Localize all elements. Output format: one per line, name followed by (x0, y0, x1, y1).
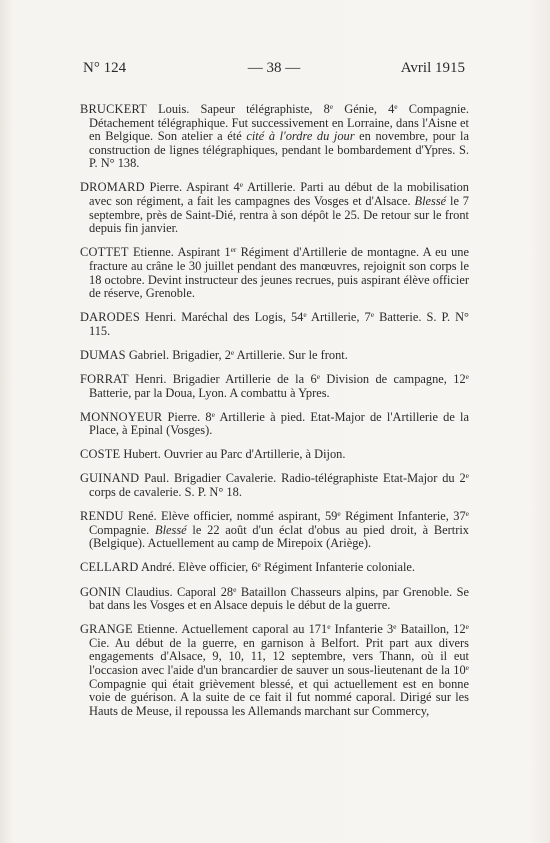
entry-dumas (80, 349, 469, 363)
entry-text: Henri. Maréchal des Logis, 54e Artillerie, 7e Batterie. S. P. N° 115. (89, 310, 469, 338)
entry-text: Etienne. Actuellement caporal au 171e Infanterie 3e Bataillon, 12e Cie. Au début de la guerre, en garnison à Belfort. Prit part aux divers engagements d'Alsace, 9, 10, 11, 12 septembre, vers Thann, où il eut l'occasion avec l'aide d'un brancardier de sauver un sous-lieutenant de la 10e Compagnie qui était grièvement blessé, et qui actuellement est en bonne voie de guérison. A la suite de ce fait il fut nommé caporal. Dirigé sur les Hauts de Meuse, il repoussa les Allemands marchant sur Commercy, (89, 622, 470, 718)
entry-dromard (80, 181, 469, 235)
entry-surname: DUMAS (80, 347, 126, 362)
entry-surname: COTTET (80, 245, 129, 260)
entry-surname: RENDU (80, 509, 124, 524)
entry-text: Louis. Sapeur télégraphiste, 8e Génie, 4e Compagnie. Détachement télégraphique. Fut successivement en Lorraine, dans l'Aisne et en Belgique. Son atelier a été cité à l'ordre du jour en novembre, pour la construction de lignes télégraphiques, pendant le bombardement d'Ypres. S. P. N° 138. (89, 102, 469, 171)
entry-text: Henri. Brigadier Artillerie de la 6e Division de campagne, 12e Batterie, par la Doua, Lyon. A combattu à Ypres. (89, 372, 469, 400)
entry-monnoyeur (80, 411, 469, 438)
page-number: — 38 — (247, 60, 301, 76)
entries-list (80, 103, 469, 729)
entry-surname: DROMARD (80, 180, 145, 195)
issue-number: N° 124 (83, 60, 127, 76)
issue-date: Avril 1915 (400, 60, 465, 76)
entry-cottet (80, 246, 469, 300)
entry-text: Pierre. Aspirant 4e Artillerie. Parti au début de la mobilisation avec son régiment, a fait les campagnes des Vosges et d'Alsace. Blessé le 7 septembre, près de Saint-Dié, rentra à son dépôt le 25. De retour sur le front depuis fin janvier. (89, 180, 469, 236)
entry-surname: MONNOYEUR (80, 409, 163, 424)
entry-surname: BRUCKERT (80, 102, 147, 116)
entry-surname: CELLARD (80, 560, 139, 575)
entry-text: André. Elève officier, 6e Régiment Infanterie coloniale. (138, 560, 416, 575)
entry-text: Claudius. Caporal 28e Bataillon Chasseurs alpins, par Grenoble. Se bat dans les Vosges et en Alsace depuis le début de la guerre. (89, 584, 469, 613)
entry-surname: FORRAT (80, 372, 129, 386)
entry-text: Gabriel. Brigadier, 2e Artillerie. Sur le front. (125, 347, 348, 362)
entry-surname: DARODES (80, 310, 140, 325)
entry-grange (80, 623, 469, 718)
page-header (83, 60, 465, 82)
entry-text: Hubert. Ouvrier au Parc d'Artillerie, à Dijon. (120, 447, 346, 462)
entry-surname: GUINAND (80, 471, 140, 486)
entry-gonin (80, 586, 469, 613)
entry-surname: COSTE (80, 447, 121, 462)
entry-rendu (80, 510, 469, 551)
entry-forrat (80, 373, 469, 400)
entry-darodes (80, 311, 469, 338)
entry-coste (80, 448, 469, 462)
entry-text: Paul. Brigadier Cavalerie. Radio-télégraphiste Etat-Major du 2e corps de cavalerie. S. P. N° 18. (89, 471, 469, 500)
entry-guinand (80, 472, 469, 499)
entry-surname: GRANGE (80, 622, 133, 637)
entry-text: René. Elève officier, nommé aspirant, 59e Régiment Infanterie, 37e Compagnie. Blessé le 22 août d'un éclat d'obus au pied droit, à Bertrix (Belgique). Actuellement au camp de Mirepoix (Ariège). (89, 509, 469, 551)
entry-text: Etienne. Aspirant 1er Régiment d'Artillerie de montagne. A eu une fracture au crâne le 30 juillet pendant des manœuvres, rejoignit son corps le 18 octobre. Devint instructeur des jeunes recrues, puis aspirant élève officier de réserve, Grenoble. (89, 245, 469, 301)
entry-bruckert (80, 103, 469, 171)
entry-text: Pierre. 8e Artillerie à pied. Etat-Major de l'Artillerie de la Place, à Epinal (Vosges). (89, 409, 469, 438)
entry-cellard (80, 561, 469, 575)
entry-surname: GONIN (80, 584, 121, 599)
